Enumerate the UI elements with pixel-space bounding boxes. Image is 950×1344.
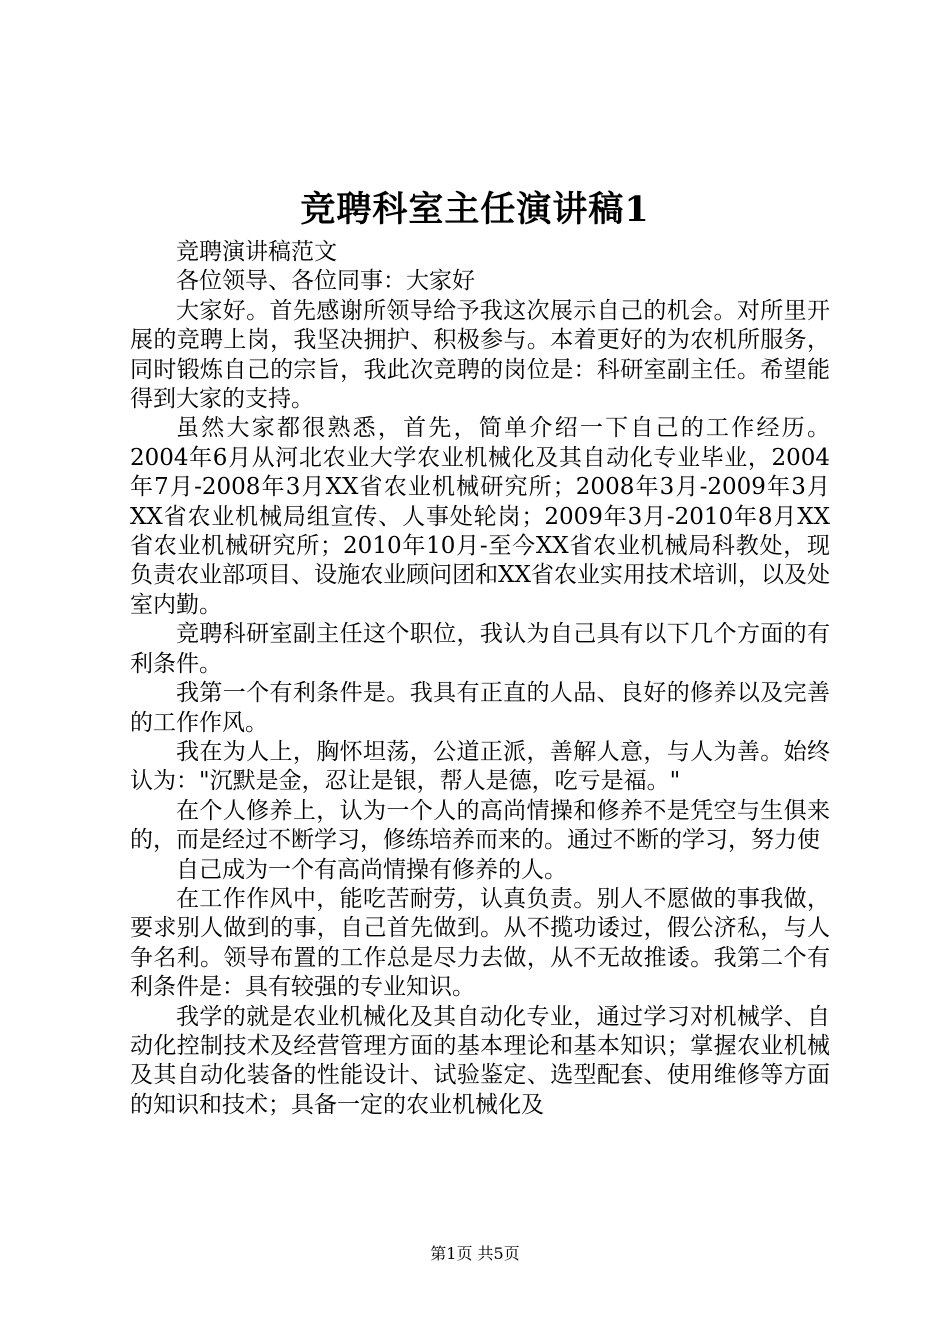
- paragraph: 各位领导、各位同事：大家好: [176, 268, 475, 295]
- paragraph: 竞聘科研室副主任这个职位，我认为自己具有以下几个方面的有利条件。: [130, 621, 830, 677]
- paragraph: 大家好。首先感谢所领导给予我这次展示自己的机会。对所里开展的竞聘上岗，我坚决拥护、积极参与。本着更好的为农机所服务，同时锻炼自己的宗旨，我此次竞聘的岗位是：科研室副主任。希望能得到大家的支持。: [130, 297, 830, 413]
- paragraph: 在个人修养上，认为一个人的高尚情操和修养不是凭空与生俱来的，而是经过不断学习，修练培养而来的。通过不断的学习，努力使: [130, 797, 830, 854]
- paragraph: 我第一个有利条件是。我具有正直的人品、良好的修养以及完善的工作作风。: [130, 680, 830, 736]
- paragraph: 我学的就是农业机械化及其自动化专业，通过学习对机械学、自动化控制技术及经营管理方面的基本理论和基本知识；掌握农业机械及其自动化装备的性能设计、试验鉴定、选型配套、使用维修等方面的知识和技术；具备一定的农业机械化及: [130, 1003, 830, 1118]
- paragraph: 虽然大家都很熟悉，首先，简单介绍一下自己的工作经历。2004年6月从河北农业大学农业机械化及其自动化专业毕业，2004年7月-2008年3月XX省农业机械研究所；2008年3月-2009年3月XX省农业机械局组宣传、人事处轮岗；2009年3月-2010年8月XX省农业机械研究所；2010年10月-至今XX省农业机械局科教处，现负责农业部项目、设施农业顾问团和XX省农业实用技术培训，以及处室内勤。: [130, 415, 830, 618]
- document-title: 竞聘科室主任演讲稿1: [300, 189, 650, 230]
- paragraph: 竞聘演讲稿范文: [176, 239, 337, 265]
- page-number-footer: 第1页 共5页: [430, 1244, 520, 1263]
- paragraph: 在工作作风中，能吃苦耐劳，认真负责。别人不愿做的事我做，要求别人做到的事，自己首先做到。从不揽功诿过，假公济私，与人争名利。领导布置的工作总是尽力去做，从不无故推诿。我第二个有利条件是：具有较强的专业知识。: [130, 885, 830, 1001]
- paragraph: 我在为人上，胸怀坦荡，公道正派，善解人意，与人为善。始终认为："沉默是金，忍让是银，帮人是德，吃亏是福。": [130, 738, 830, 795]
- paragraph: 自己成为一个有高尚情操有修养的人。: [176, 856, 567, 883]
- document-body: [130, 238, 830, 1120]
